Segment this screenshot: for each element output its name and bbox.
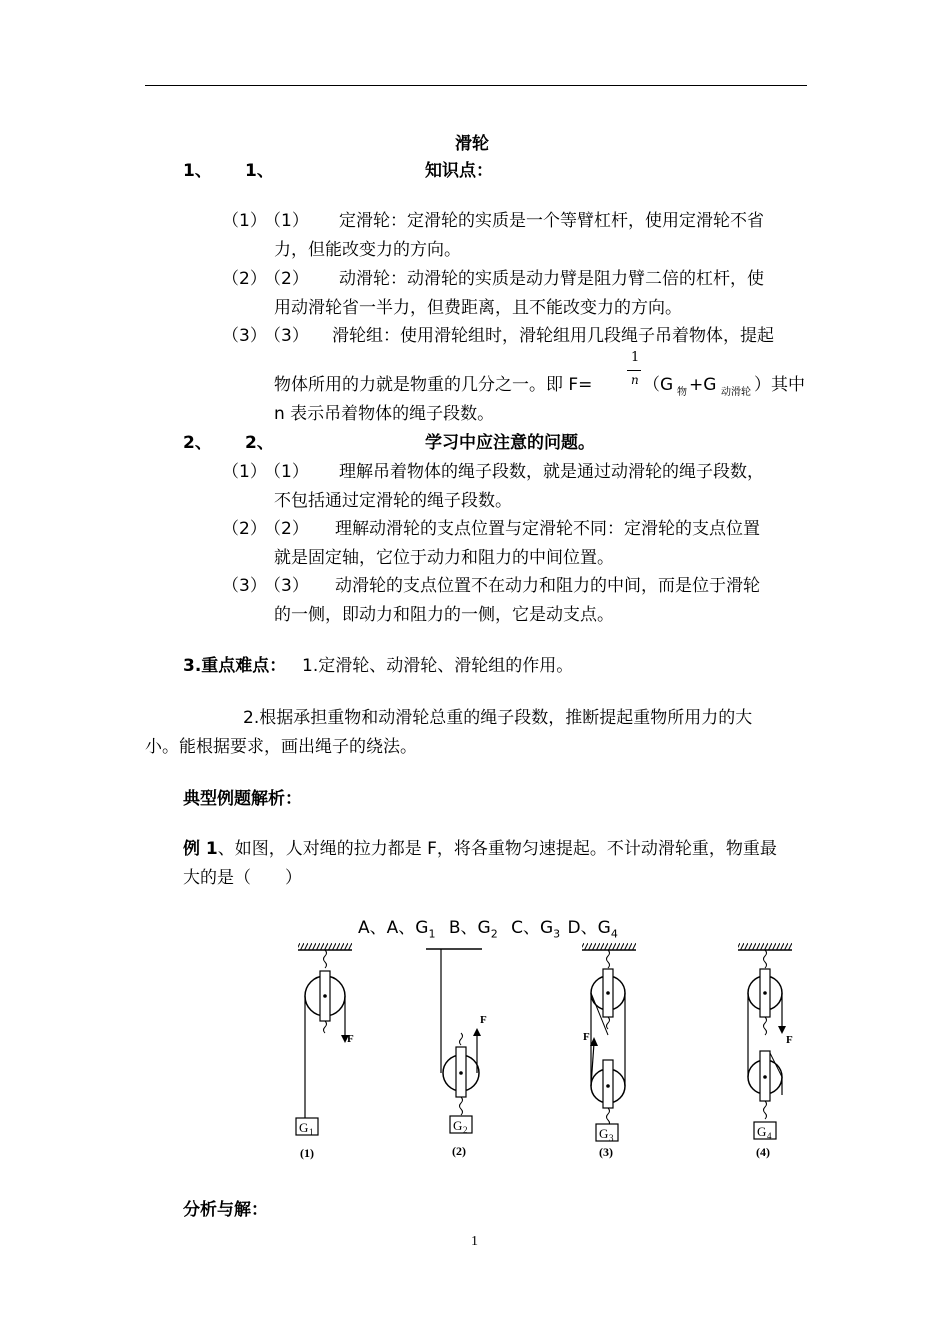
force-arrow-2 bbox=[473, 1028, 481, 1036]
pulley-diagram-2 bbox=[426, 949, 487, 1158]
fraction-numerator: 1 bbox=[631, 350, 640, 365]
s2-item1-num-b: （1） bbox=[264, 462, 309, 482]
page-number: 1 bbox=[471, 1234, 478, 1249]
s2-item3-num-a: （3） bbox=[222, 576, 267, 596]
pulley-diagram-3 bbox=[582, 943, 636, 1159]
s2-item2-line1: 理解动滑轮的支点位置与定滑轮不同：定滑轮的支点位置 bbox=[335, 519, 760, 539]
weight-letter-2: G bbox=[453, 1118, 463, 1133]
force-label-2: F bbox=[480, 1014, 487, 1026]
key-point-1: 1.定滑轮、动滑轮、滑轮组的作用。 bbox=[302, 656, 574, 676]
option-d: D、G bbox=[567, 918, 611, 938]
s2-item3-line1: 动滑轮的支点位置不在动力和阻力的中间，而是位于滑轮 bbox=[335, 576, 760, 596]
s2-item2-num-b: （2） bbox=[264, 519, 309, 539]
s2-item3-num-b: （3） bbox=[264, 576, 309, 596]
weight-letter-4: G bbox=[757, 1124, 767, 1139]
s2-item1-line2: 不包括通过定滑轮的绳子段数。 bbox=[274, 491, 512, 511]
s1-item3-line1: 滑轮组：使用滑轮组时，滑轮组用几段绳子吊着物体，提起 bbox=[332, 326, 774, 346]
s1-item2-num-a: （2） bbox=[222, 269, 267, 289]
pulley-diagram-1 bbox=[296, 943, 354, 1160]
key-points-label: 3.重点难点： bbox=[183, 656, 287, 676]
force-label-1: F bbox=[347, 1033, 354, 1045]
s1-item3-line2-g: （G bbox=[643, 375, 674, 395]
ceiling-hatch-1 bbox=[298, 943, 352, 950]
key-point-2-line1: 2.根据承担重物和动滑轮总重的绳子段数，推断提起重物所用力的大 bbox=[243, 708, 753, 728]
s1-item1-num-b: （1） bbox=[264, 211, 309, 231]
page-title: 滑轮 bbox=[455, 134, 489, 154]
example1-line1: 、如图，人对绳的拉力都是 F，将各重物匀速提起。不计动滑轮重，物重最 bbox=[217, 839, 777, 859]
figure-caption-3: (3) bbox=[599, 1145, 613, 1159]
key-point-2-line2: 小。能根据要求，画出绳子的绕法。 bbox=[145, 737, 417, 757]
s1-item2-line2: 用动滑轮省一半力，但费距离，且不能改变力的方向。 bbox=[274, 298, 682, 318]
ceiling-hatch-3 bbox=[582, 943, 636, 950]
pulley-figure bbox=[280, 935, 810, 1165]
weight-sub-3: 3 bbox=[609, 1133, 614, 1143]
figure-caption-1: (1) bbox=[300, 1146, 314, 1160]
s1-item2-num-b: （2） bbox=[264, 269, 309, 289]
option-b: B、G bbox=[448, 918, 491, 938]
header-rule bbox=[145, 85, 807, 86]
fraction-bar bbox=[627, 370, 641, 371]
fraction-denominator: n bbox=[631, 373, 639, 387]
s1-item1-line1: 定滑轮：定滑轮的实质是一个等臂杠杆，使用定滑轮不省 bbox=[339, 211, 764, 231]
force-label-4: F bbox=[786, 1034, 793, 1046]
weight-sub-4: 4 bbox=[767, 1131, 772, 1141]
section1-heading: 知识点： bbox=[425, 161, 493, 181]
section2-heading: 学习中应注意的问题。 bbox=[425, 433, 595, 453]
s1-item3-sub-object: 物 bbox=[677, 387, 687, 398]
s1-item3-num-a: （3） bbox=[222, 326, 267, 346]
s1-item1-line2: 力，但能改变力的方向。 bbox=[274, 240, 461, 260]
section2-number-b: 2、 bbox=[245, 433, 274, 453]
weight-sub-1: 1 bbox=[309, 1127, 314, 1137]
analysis-heading: 分析与解： bbox=[183, 1200, 268, 1220]
hook-spring-1 bbox=[324, 950, 327, 968]
section1-number-b: 1、 bbox=[245, 161, 274, 181]
s1-item3-sub-pulley: 动滑轮 bbox=[721, 387, 751, 398]
s1-item3-num-b: （3） bbox=[264, 326, 309, 346]
force-arrow-4 bbox=[778, 1026, 786, 1034]
option-a-sub: 1 bbox=[428, 927, 436, 941]
examples-heading: 典型例题解析： bbox=[183, 789, 302, 809]
example1-line2: 大的是（ ） bbox=[183, 868, 302, 888]
force-label-3: F bbox=[583, 1031, 590, 1043]
s2-item2-line2: 就是固定轴，它位于动力和阻力的中间位置。 bbox=[274, 548, 614, 568]
figure-caption-4: (4) bbox=[756, 1145, 770, 1159]
s1-item3-line2-pre: 物体所用的力就是物重的几分之一。即 F= bbox=[274, 375, 593, 395]
option-a: A、A、G bbox=[358, 918, 429, 938]
s1-item3-line3: n 表示吊着物体的绳子段数。 bbox=[274, 404, 495, 424]
weight-letter-1: G bbox=[299, 1120, 309, 1135]
s2-item2-num-a: （2） bbox=[222, 519, 267, 539]
s2-item1-num-a: （1） bbox=[222, 462, 267, 482]
pulley-diagram-4 bbox=[738, 943, 793, 1159]
option-c-sub: 3 bbox=[553, 927, 561, 941]
s1-item1-num-a: （1） bbox=[222, 211, 267, 231]
option-b-sub: 2 bbox=[490, 927, 498, 941]
option-c: C、G bbox=[511, 918, 554, 938]
section2-number-a: 2、 bbox=[183, 433, 212, 453]
weight-letter-3: G bbox=[599, 1126, 609, 1141]
section1-number-a: 1、 bbox=[183, 161, 212, 181]
figure-caption-2: (2) bbox=[452, 1144, 466, 1158]
s2-item3-line2: 的一侧，即动力和阻力的一侧，它是动支点。 bbox=[274, 605, 614, 625]
option-d-sub: 4 bbox=[610, 927, 618, 941]
s2-item1-line1: 理解吊着物体的绳子段数，就是通过动滑轮的绳子段数， bbox=[339, 462, 764, 482]
example1-label: 例 1 bbox=[183, 839, 218, 859]
ceiling-hatch-4 bbox=[738, 943, 792, 950]
s1-item3-line2-plus: +G bbox=[689, 375, 717, 395]
s1-item2-line1: 动滑轮：动滑轮的实质是动力臂是阻力臂二倍的杠杆，使 bbox=[339, 269, 764, 289]
weight-sub-2: 2 bbox=[463, 1125, 468, 1135]
s1-item3-line2-post: ）其中 bbox=[754, 375, 805, 395]
